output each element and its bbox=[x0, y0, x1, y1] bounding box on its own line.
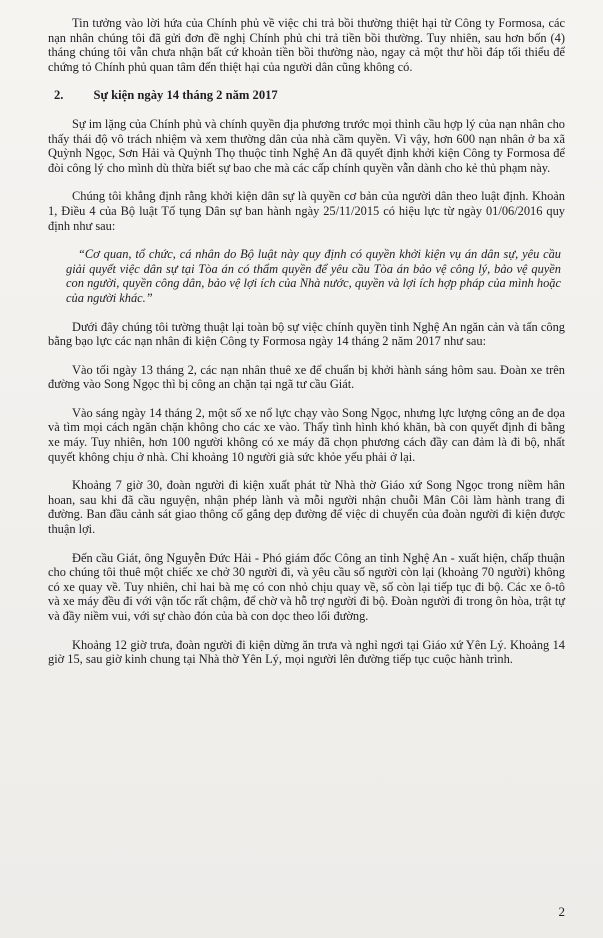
paragraph: Sự im lặng của Chính phủ và chính quyền địa phương trước mọi thỉnh cầu hợp lý của nạn nhân cho thấy thái độ vô trách nhiệm và xem thường dân của nhà cầm quyền. Vì vậy, hơn 600 nạn nhân ở ba xã Quỳnh Ngọc, Sơn Hải và Quỳnh Thọ thuộc tỉnh Nghệ An đã quyết định khởi kiện Công ty Formosa để đòi công lý cho mình dù thừa biết sự bao che mà các cấp chính quyền vẫn dành cho kẻ thủ phạm này. bbox=[48, 116, 565, 175]
paragraph: Đến cầu Giát, ông Nguyễn Đức Hải - Phó giám đốc Công an tỉnh Nghệ An - xuất hiện, chấp thuận cho chúng tôi thuê một chiếc xe chở 30 người đi, và yêu cầu số người còn lại (khoảng 70 người) không có xe quay về. Tuy nhiên, chỉ hai bà mẹ có con nhỏ chịu quay về, số còn lại tiếp tục đi bộ. Các xe ô-tô và xe máy đều đi với vận tốc rất chậm, để chờ và hỗ trợ người đi bộ. Đoàn người đi trong ôn hòa, trật tự và đầy niềm vui, với sự chào đón của bà con dọc theo lối đường. bbox=[48, 550, 565, 623]
paragraph: Khoảng 12 giờ trưa, đoàn người đi kiện dừng ăn trưa và nghỉ ngơi tại Giáo xứ Yên Lý. Khoảng 14 giờ 15, sau giờ kinh chung tại Nhà thờ Yên Lý, mọi người lên đường tiếp tục cuộc hành trình. bbox=[48, 637, 565, 667]
section-title: Sự kiện ngày 14 tháng 2 năm 2017 bbox=[93, 88, 278, 103]
section-number: 2. bbox=[54, 88, 64, 103]
paragraph: Vào tối ngày 13 tháng 2, các nạn nhân thuê xe để chuẩn bị khởi hành sáng hôm sau. Đoàn xe trên đường vào Song Ngọc thì bị công an chặn tại ngã tư cầu Giát. bbox=[48, 362, 565, 392]
paragraph: Tin tưởng vào lời hứa của Chính phủ về việc chi trả bồi thường thiệt hại từ Công ty Formosa, các nạn nhân chúng tôi đã gửi đơn đề nghị Chính phủ chi trả tiền bồi thường. Tuy nhiên, sau hơn bốn (4) tháng chúng tôi vẫn chưa nhận bất cứ khoản tiền bồi thường nào, ngay cả một thư hồi đáp tối thiểu để chứng tỏ Chính phủ quan tâm đến thiệt hại của người dân cũng không có. bbox=[48, 16, 565, 74]
legal-quote: “Cơ quan, tổ chức, cá nhân do Bộ luật này quy định có quyền khởi kiện vụ án dân sự, yêu cầu giải quyết việc dân sự tại Tòa án có thẩm quyền để yêu cầu Tòa án bảo vệ công lý, bảo vệ quyền con người, quyền công dân, bảo vệ lợi ích của Nhà nước, quyền và lợi ích hợp pháp của mình hoặc của người khác.” bbox=[66, 247, 561, 305]
document-body bbox=[48, 16, 565, 681]
paragraph: Khoảng 7 giờ 30, đoàn người đi kiện xuất phát từ Nhà thờ Giáo xứ Song Ngọc trong niềm hân hoan, sau khi đã cầu nguyện, nhận phép lành và mỗi người nhận chuỗi Mân Côi làm hành trang đi đường. Ban đầu cảnh sát giao thông cố gắng dẹp đường để việc di chuyển của đoàn người đi kiện được thuận lợi. bbox=[48, 478, 565, 537]
paragraph: Dưới đây chúng tôi tường thuật lại toàn bộ sự việc chính quyền tỉnh Nghệ An ngăn cản và tấn công bằng bạo lực các nạn nhân đi kiện Công ty Formosa ngày 14 tháng 2 năm 2017 như sau: bbox=[48, 319, 565, 349]
paragraph: Chúng tôi khẳng định rằng khởi kiện dân sự là quyền cơ bản của người dân theo luật định. Khoản 1, Điều 4 của Bộ luật Tố tụng Dân sự ban hành ngày 25/11/2015 có hiệu lực từ ngày 01/06/2016 quy định như sau: bbox=[48, 189, 565, 233]
section-heading bbox=[48, 88, 565, 103]
page-number: 2 bbox=[558, 904, 565, 919]
paragraph: Vào sáng ngày 14 tháng 2, một số xe nổ lực chạy vào Song Ngọc, nhưng lực lượng công an đe dọa và tìm mọi cách ngăn chặn không cho các xe vào. Thấy tình hình khó khăn, bà con quyết định đi bằng xe máy. Tuy nhiên, hơn 100 người không có xe máy đã chọn phương cách đầy can đảm là đi bộ, nhất quyết không chịu ở nhà. Chỉ khoảng 10 người già sức khỏe yếu phải ở lại. bbox=[48, 405, 565, 464]
